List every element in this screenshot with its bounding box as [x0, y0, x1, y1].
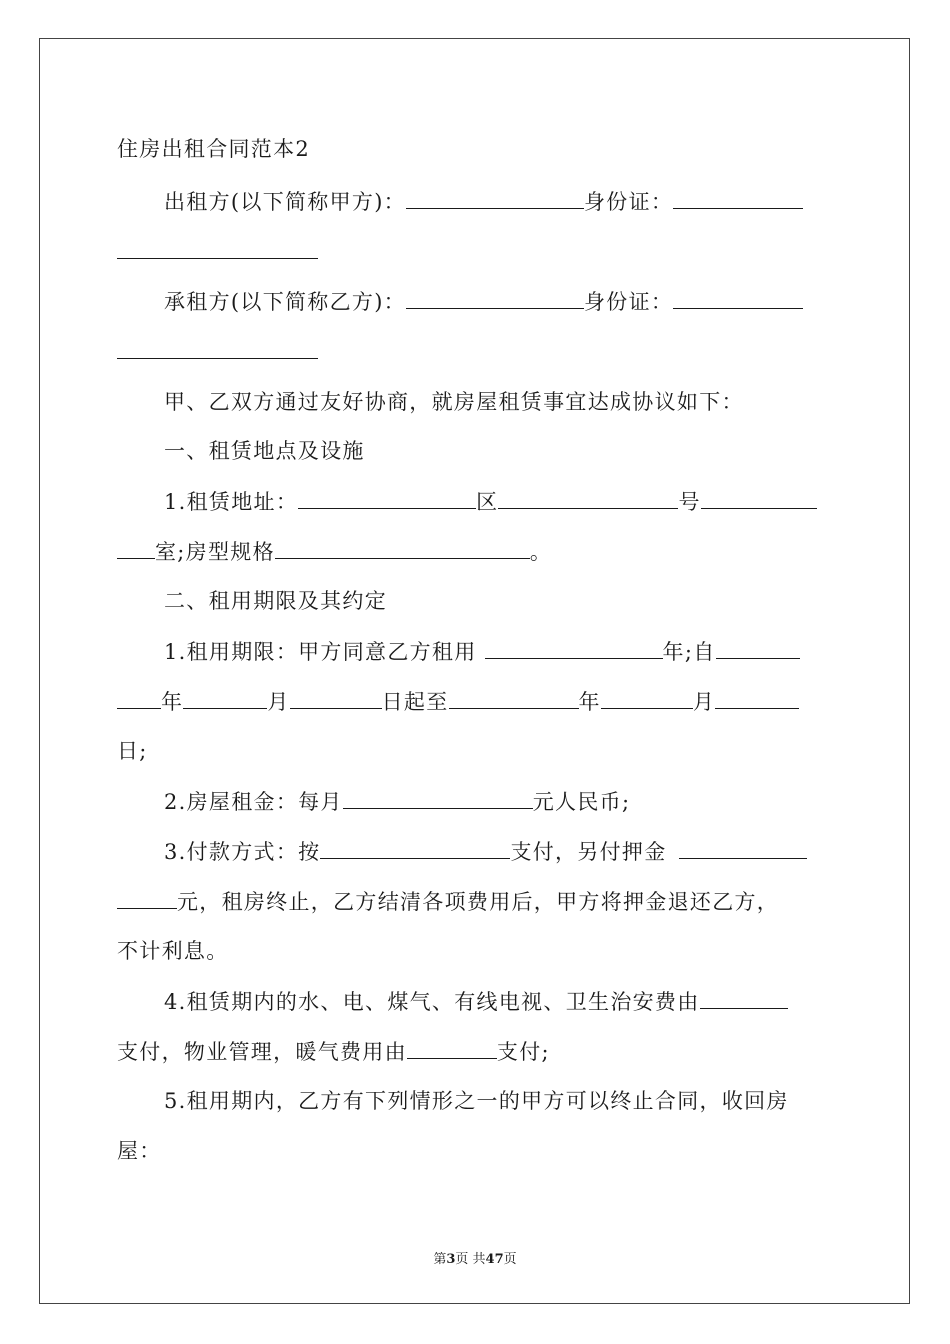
number-label: 号	[678, 490, 701, 514]
room-type-blank[interactable]	[275, 538, 530, 559]
landlord-name-blank[interactable]	[406, 188, 584, 209]
start-year-blank[interactable]	[716, 638, 800, 659]
rent-unit: 元人民币;	[532, 790, 631, 814]
page-total: 47	[485, 1252, 504, 1267]
termination-line: 5.租用期内，乙方有下列情形之一的甲方可以终止合同，收回房	[164, 1089, 789, 1113]
page-number: 3	[446, 1252, 456, 1267]
page-border	[39, 38, 910, 1304]
end-year-blank[interactable]	[449, 688, 579, 709]
period: 。	[529, 540, 553, 564]
tenant-label: 承租方(以下简称乙方)：	[164, 290, 406, 314]
page-prefix: 第	[433, 1252, 447, 1267]
start-day-blank[interactable]	[290, 688, 382, 709]
year-label-2: 年	[578, 690, 601, 714]
utilities-line	[164, 988, 788, 1015]
tenant-id-continue	[117, 338, 318, 365]
room-line	[117, 538, 552, 565]
deposit-blank-2[interactable]	[117, 888, 177, 909]
year-label: 年	[161, 690, 184, 714]
landlord-id-blank[interactable]	[673, 188, 803, 209]
rent-line	[164, 788, 630, 815]
payment-line	[164, 838, 807, 865]
room-label: 室;房型规格	[155, 540, 275, 564]
end-day-blank[interactable]	[715, 688, 799, 709]
district-label: 区	[476, 490, 499, 514]
term-years-blank[interactable]	[485, 638, 663, 659]
from-label: 年;自	[662, 640, 716, 664]
start-month-blank[interactable]	[183, 688, 267, 709]
term-line	[164, 638, 800, 665]
section-2-heading: 二、租用期限及其约定	[164, 589, 387, 613]
month-label: 月	[267, 690, 290, 714]
termination-line-end: 屋：	[117, 1139, 162, 1163]
deposit-blank[interactable]	[679, 838, 807, 859]
management-text: 支付，物业管理，暖气费用由	[117, 1040, 407, 1064]
number-blank[interactable]	[701, 488, 817, 509]
utilities-text: 4.租赁期内的水、电、煤气、有线电视、卫生治安费由	[164, 990, 700, 1014]
deposit-text: 元，租房终止，乙方结清各项费用后，甲方将押金退还乙方，	[177, 890, 780, 914]
no-interest-line: 不计利息。	[117, 939, 229, 963]
page-suffix: 页	[503, 1252, 517, 1267]
rent-label: 2.房屋租金：每月	[164, 790, 343, 814]
end-month-blank[interactable]	[601, 688, 693, 709]
term-dates-line	[117, 688, 799, 715]
landlord-line	[164, 188, 803, 215]
tenant-id-label: 身份证：	[584, 290, 674, 314]
start-year-blank-2[interactable]	[117, 688, 161, 709]
landlord-id-continue	[117, 238, 318, 265]
deposit-line	[117, 888, 779, 915]
payment-method-blank[interactable]	[320, 838, 510, 859]
landlord-label: 出租方(以下简称甲方)：	[164, 190, 406, 214]
address-label: 1.租赁地址：	[164, 490, 299, 514]
room-blank[interactable]	[117, 538, 155, 559]
deposit-label: 支付，另付押金	[510, 840, 667, 864]
landlord-id-blank-2[interactable]	[117, 238, 318, 259]
payment-label: 3.付款方式：按	[164, 840, 321, 864]
page-mid: 页 共	[455, 1252, 486, 1267]
address-blank[interactable]	[298, 488, 476, 509]
term-label: 1.租用期限：甲方同意乙方租用	[164, 640, 485, 664]
tenant-id-blank[interactable]	[673, 288, 803, 309]
intro-paragraph: 甲、乙双方通过友好协商，就房屋租赁事宜达成协议如下：	[164, 390, 744, 414]
page-footer	[0, 1248, 950, 1267]
section-1-heading: 一、租赁地点及设施	[164, 439, 365, 463]
management-line	[117, 1038, 550, 1065]
tenant-name-blank[interactable]	[406, 288, 584, 309]
month-label-2: 月	[692, 690, 716, 714]
landlord-id-label: 身份证：	[584, 190, 674, 214]
tenant-line	[164, 288, 803, 315]
day-end: 日;	[117, 739, 148, 763]
tenant-id-blank-2[interactable]	[117, 338, 318, 359]
utilities-payer-blank[interactable]	[700, 988, 788, 1009]
management-text-end: 支付;	[496, 1040, 550, 1064]
rent-blank[interactable]	[343, 788, 533, 809]
district-blank[interactable]	[498, 488, 678, 509]
management-payer-blank[interactable]	[407, 1038, 497, 1059]
document-title: 住房出租合同范本2	[117, 137, 311, 161]
address-line	[164, 488, 817, 515]
day-to-label: 日起至	[381, 690, 449, 714]
